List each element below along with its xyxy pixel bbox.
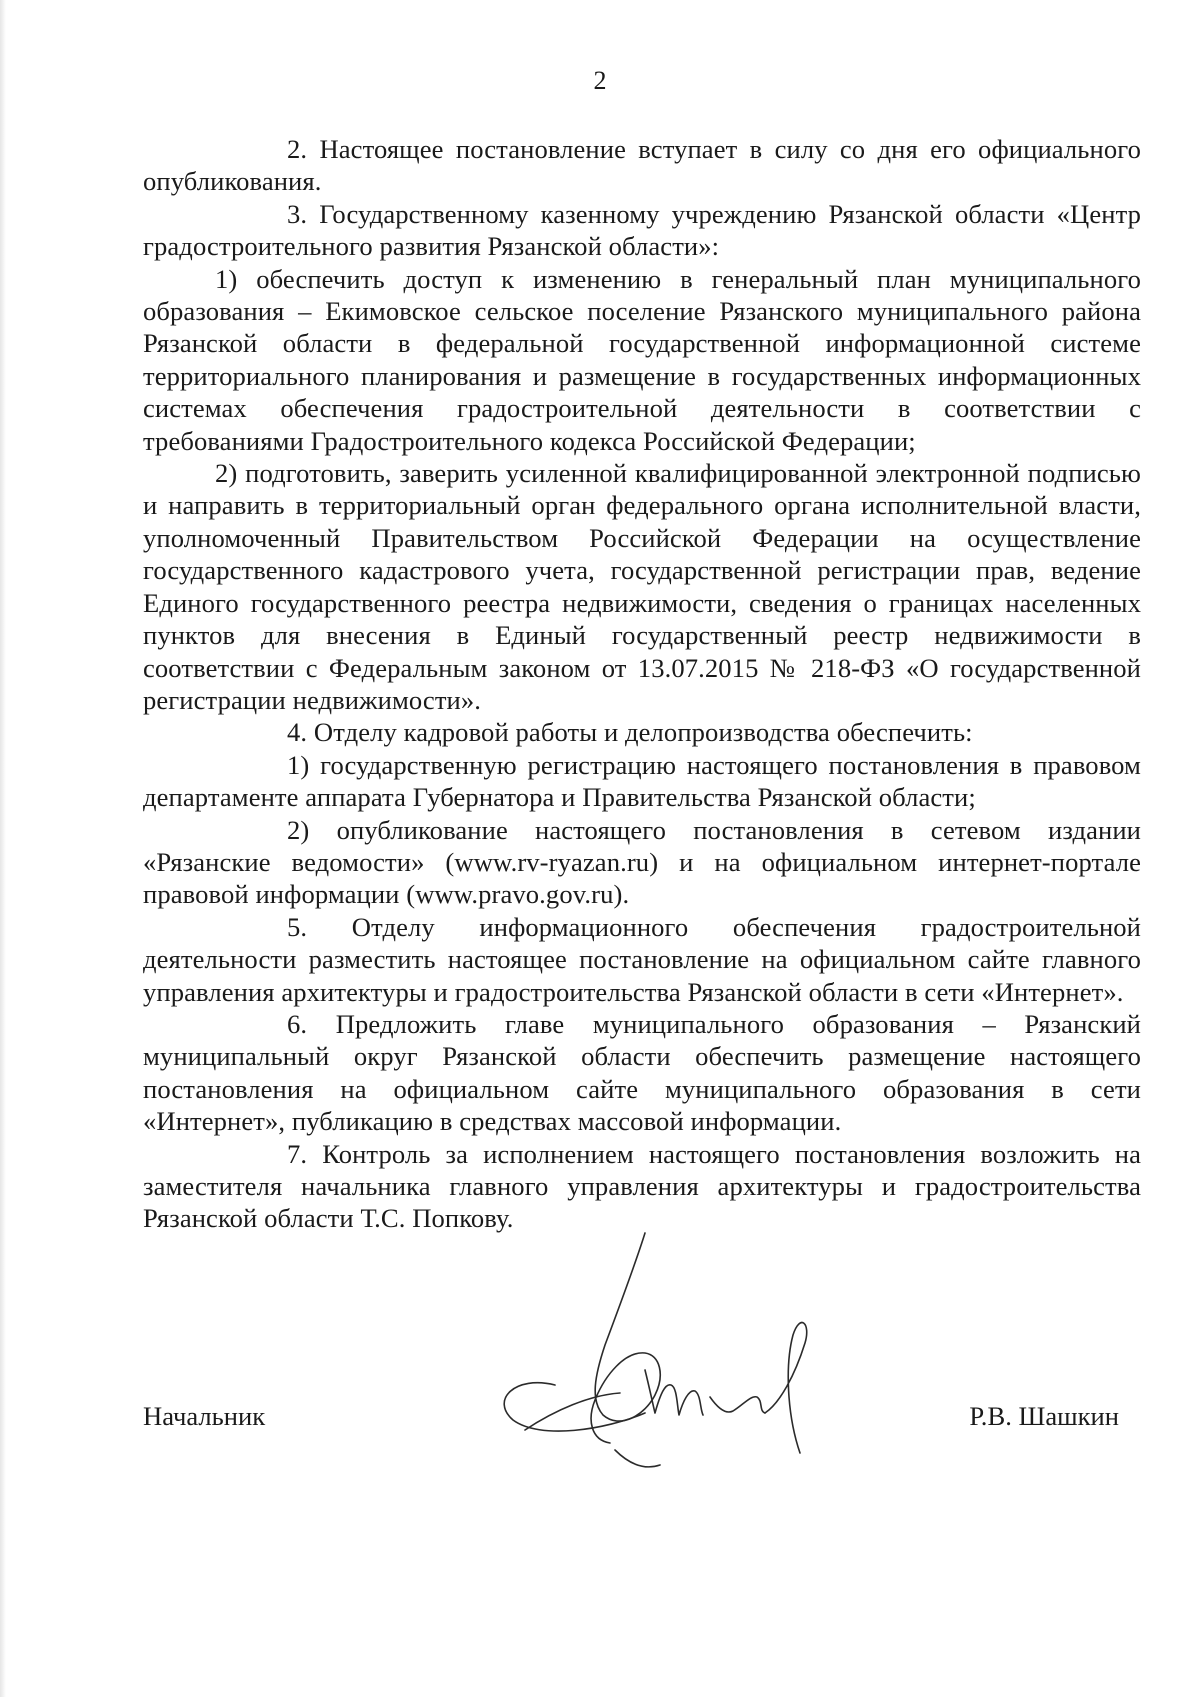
paragraph-item-2 <box>143 133 1141 198</box>
paragraph-number: 4. <box>287 717 308 748</box>
paragraph-number: 6. <box>287 1008 308 1039</box>
paragraph-text: Настоящее постановление вступает в силу со дня его официального опубликования. <box>143 134 1141 197</box>
paragraph-number: 3. <box>287 198 308 229</box>
paragraph-text: опубликование настоящего постановления в сетевом издании «Рязанские ведомости» (www.rv-ryazan.ru) и на официальном интернет-портале правовой информации (www.pravo.gov.ru). <box>143 814 1142 910</box>
paragraph-text: государственную регистрацию настоящего постановления в правовом департаменте аппарата Губернатора и Правительства Рязанской области; <box>143 749 1141 813</box>
paragraph-subitem-3-2 <box>143 457 1141 716</box>
paragraph-item-4 <box>143 716 1141 748</box>
paragraph-number: 5. <box>287 911 308 942</box>
paragraph-text: 2) подготовить, заверить усиленной квалифицированной электронной подписью и направить в территориальный орган федерального органа исполнительной власти, уполномоченный Правительством Российской Федерации на осуществление государственного кадастрового учета, государственной регистрации прав, ведение Единого государственного реестра недвижимости, сведения о границах населенных пунктов для внесения в Единый государственный реестр недвижимости в соответствии с Федеральным законом от 13.07.2015 № 218-ФЗ «О государственной регистрации недвижимости». <box>143 458 1141 715</box>
paragraph-item-3 <box>143 198 1141 263</box>
paragraph-item-6 <box>143 1008 1141 1138</box>
paragraph-text: Государственному казенному учреждению Рязанской области «Центр градостроительного развития Рязанской области»: <box>143 198 1142 262</box>
paragraph-text: Отделу кадровой работы и делопроизводства обеспечить: <box>313 717 973 748</box>
paragraph-number: 1) <box>287 749 310 780</box>
paragraph-subitem-4-2 <box>143 814 1141 911</box>
paragraph-number: 7. <box>287 1138 308 1169</box>
paragraph-number: 2) <box>287 814 310 845</box>
paragraph-subitem-3-1 <box>143 263 1141 457</box>
paragraph-item-7 <box>143 1138 1141 1235</box>
paragraph-text: Предложить главе муниципального образования – Рязанский муниципальный округ Рязанской области обеспечить размещение настоящего постановления на официальном сайте муниципального образования в сети «Интернет», публикацию в средствах массовой информации. <box>143 1008 1141 1137</box>
handwritten-signature <box>495 1225 835 1485</box>
paragraph-text: 1) обеспечить доступ к изменению в генеральный план муниципального образования – Екимовское сельское поселение Рязанского муниципального района Рязанской области в федеральной государственной информационной системе территориального планирования и размещение в государственных информационных системах обеспечения градостроительной деятельности в соответствии с требованиями Градостроительного кодекса Российской Федерации; <box>143 263 1141 456</box>
signatory-name: Р.В. Шашкин <box>969 1401 1119 1431</box>
signatory-position: Начальник <box>143 1401 266 1431</box>
document-body <box>143 133 1141 1235</box>
paragraph-text: Контроль за исполнением настоящего постановления возложить на заместителя начальника главного управления архитектуры и градостроительства Рязанской области Т.С. Попкову. <box>143 1138 1141 1234</box>
signature-block <box>143 1400 1141 1440</box>
paragraph-number: 2. <box>287 134 308 164</box>
paragraph-item-5 <box>143 911 1141 1008</box>
paragraph-subitem-4-1 <box>143 749 1141 814</box>
paragraph-text: Отделу информационного обеспечения градостроительной деятельности разместить настоящее постановление на официальном сайте главного управления архитектуры и градостроительства Рязанской области в сети «Интернет». <box>143 911 1142 1007</box>
scan-edge <box>0 0 6 1697</box>
page-number: 2 <box>593 66 607 95</box>
